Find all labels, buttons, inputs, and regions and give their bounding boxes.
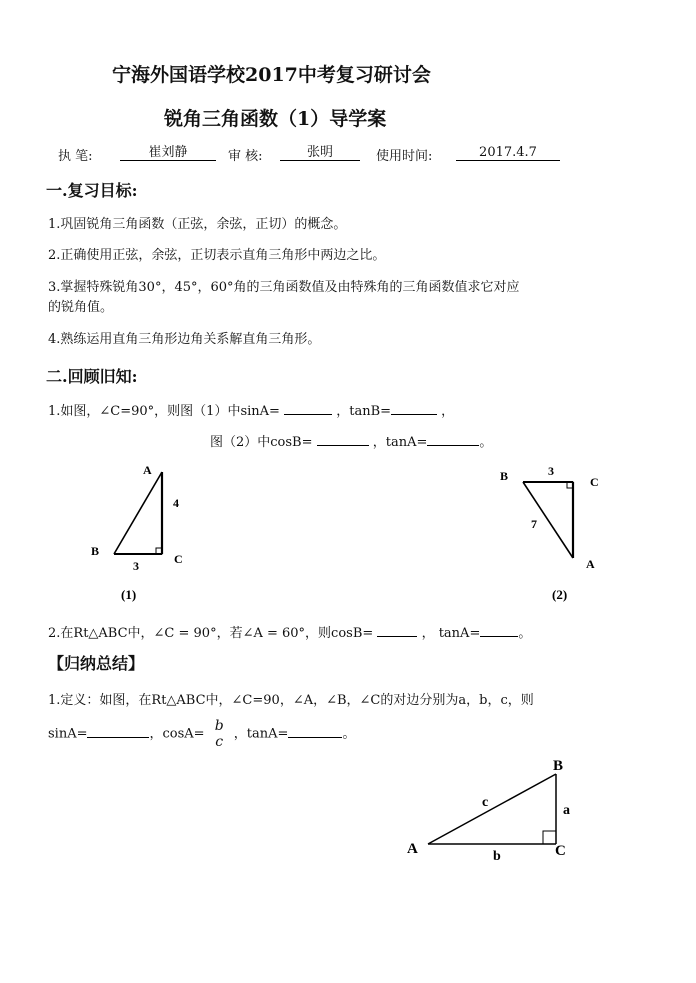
definition-triangle	[400, 752, 590, 867]
q1-sina-label: 1.如图，∠C=90°，则图（1）中sinA=	[48, 404, 280, 419]
question-1-line-a	[48, 400, 454, 419]
sina-label: sinA=	[48, 726, 88, 742]
fig1-label-side-4: 4	[173, 496, 179, 510]
goal-item: 2.正确使用正弦，余弦，正切表示直角三角形中两边之比。	[48, 248, 386, 263]
q2-cosb-label: 2.在Rt△ABC中，∠C = 90°，若∠A = 60°，则cosB=	[48, 626, 374, 641]
triangle-figure-2	[495, 460, 615, 610]
goal-item: 3.掌握特殊锐角30°，45°，60°角的三角函数值及由特殊角的三角函数值求它对应	[48, 280, 520, 295]
fig2-label-a: A	[586, 557, 595, 571]
section-heading-review: 二.回顾旧知:	[46, 367, 138, 386]
cosa-label: ，cosA=	[149, 726, 205, 742]
author-label: 执 笔:	[58, 149, 93, 164]
answer-blank-q2-cosb[interactable]	[377, 624, 417, 637]
fig1-caption: (1)	[121, 587, 137, 602]
date-label: 使用时间:	[376, 149, 433, 164]
cosa-fraction	[215, 718, 224, 750]
q1-cosb-label: 图（2）中cosB=	[210, 435, 313, 450]
tana-label: ，tanA=	[233, 726, 289, 742]
author-name: 崔刘静	[120, 145, 216, 161]
q1-end: 。	[479, 435, 493, 450]
fig2-label-b: B	[500, 469, 509, 483]
fig2-label-side-3: 3	[548, 464, 554, 478]
def-label-c-vertex: C	[555, 843, 566, 859]
def-side-c	[428, 774, 556, 844]
definition-line: 1.定义：如图，在Rt△ABC中，∠C=90，∠A，∠B，∠C的对边分别为a，b，c，则	[48, 693, 534, 708]
answer-blank-q2-tana[interactable]	[480, 624, 518, 637]
fig2-caption: (2)	[552, 587, 568, 602]
document-title: 宁海外国语学校2017中考复习研讨会	[112, 64, 431, 86]
def-label-b-side: b	[493, 849, 501, 864]
section-heading-summary: 【归纳总结】	[48, 654, 145, 673]
q2-end: 。	[518, 626, 532, 641]
def-label-a-vertex: A	[407, 841, 418, 857]
q1-punct: ，	[441, 404, 455, 419]
question-1-line-b	[210, 431, 492, 450]
answer-blank-sina[interactable]	[284, 402, 332, 415]
fig1-label-c: C	[174, 552, 183, 566]
question-2	[48, 622, 531, 641]
lesson-title: 锐角三角函数（1）导学案	[164, 108, 387, 130]
definition-formulas	[48, 718, 355, 750]
answer-blank-def-sina[interactable]	[87, 725, 149, 738]
fraction-denominator: c	[215, 734, 224, 750]
date-value: 2017.4.7	[456, 145, 560, 161]
goal-item-continued: 的锐角值。	[48, 300, 114, 315]
fig1-side-ab	[114, 472, 162, 554]
answer-blank-cosb[interactable]	[317, 433, 369, 446]
answer-blank-tanb[interactable]	[391, 402, 437, 415]
fig2-label-side-7: 7	[531, 517, 537, 531]
reviewer-label: 审 核:	[228, 149, 263, 164]
answer-blank-tana[interactable]	[427, 433, 479, 446]
fig1-label-a: A	[143, 463, 152, 477]
answer-blank-def-tana[interactable]	[288, 725, 342, 738]
fig1-label-side-3: 3	[133, 559, 139, 573]
q1-tana-label: ，tanA=	[372, 435, 428, 450]
def-label-c-side: c	[482, 795, 489, 810]
fraction-numerator: b	[214, 718, 224, 734]
def-label-b-vertex: B	[553, 758, 564, 774]
def-end: 。	[342, 726, 356, 742]
fig1-label-b: B	[91, 544, 100, 558]
triangle-figure-1	[85, 460, 195, 610]
reviewer-name: 张明	[280, 145, 360, 161]
q1-tanb-label: ，tanB=	[336, 404, 392, 419]
section-heading-goals: 一.复习目标:	[46, 181, 138, 200]
goal-item: 1.巩固锐角三角函数（正弦，余弦，正切）的概念。	[48, 217, 347, 232]
fig2-label-c: C	[590, 475, 599, 489]
def-label-a-side: a	[563, 803, 570, 818]
goal-item: 4.熟练运用直角三角形边角关系解直角三角形。	[48, 332, 321, 347]
q2-tana-label: ， tanA=	[421, 626, 481, 641]
